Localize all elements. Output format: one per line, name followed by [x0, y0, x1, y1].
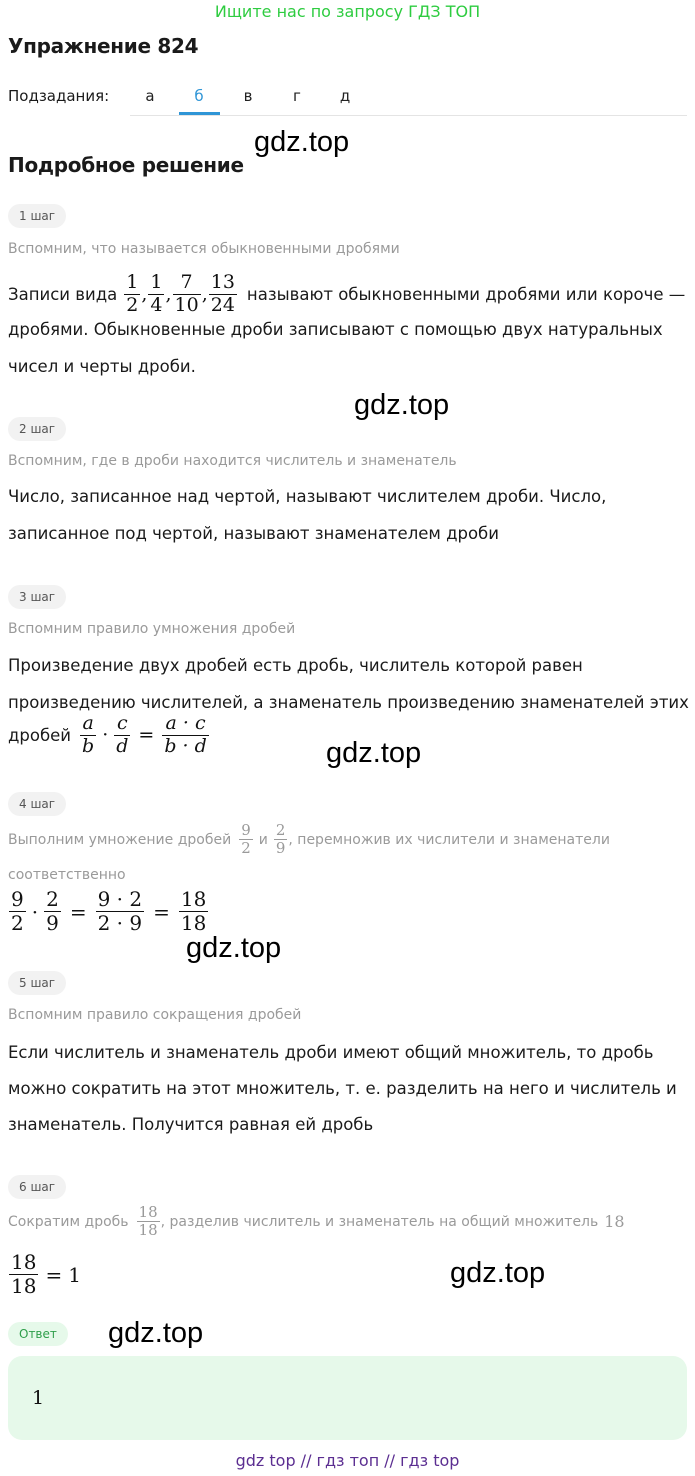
watermark: gdz.top	[254, 126, 350, 158]
step-text: дробями. Обыкновенные дроби записывают с помощью двух натуральных	[8, 320, 663, 339]
step-text: Если числитель и знаменатель дроби имеют общий множитель, то дробь	[8, 1043, 654, 1062]
step-text: Записи вида	[8, 284, 118, 304]
multiplication-calc: $\frac{9}{2}$ · $\frac{2}{9}$ = $\frac{9 \cdot 2}{2 \cdot 9}$ = $\frac{18}{18}$	[11, 887, 207, 935]
fraction: $\frac{a \cdot c}{b \cdot d}$	[164, 712, 207, 757]
answer-badge: Ответ	[8, 1322, 68, 1346]
fraction: $\frac{2}{9}$	[46, 887, 59, 935]
fraction: $\frac{9}{2}$	[241, 821, 251, 858]
step-hint: Выполним умножение дробей $\frac{9}{2}$ и $\frac{2}{9}$ , перемножив их числители и знаменатели	[8, 821, 610, 858]
step-text: чисел и черты дроби.	[8, 357, 196, 376]
step-badge: 3 шаг	[8, 585, 66, 609]
watermark: gdz.top	[354, 389, 450, 421]
step-hint: Вспомним правило сокращения дробей	[8, 1007, 302, 1023]
multiplication-formula: $\frac{a}{b}$ · $\frac{c}{d}$ = $\frac{a \cdot c}{b \cdot d}$	[82, 712, 207, 757]
step-hint: Сократим дробь $\frac{18}{18}$ , разделив числитель и знаменатель на общий множитель 18	[8, 1203, 625, 1240]
step-badge: 5 шаг	[8, 971, 66, 995]
step-hint: соответственно	[8, 867, 126, 883]
step-badge: 2 шаг	[8, 417, 66, 441]
fraction: $\frac{1}{4}$	[150, 271, 163, 316]
tab-v[interactable]: в	[243, 87, 253, 105]
fraction: $\frac{2}{9}$	[275, 821, 286, 858]
step-text: дробей	[8, 725, 72, 745]
step-text: произведению числителей, а знаменатель произведению знаменателей этих	[8, 693, 689, 712]
tab-b[interactable]: б	[194, 87, 204, 105]
fractions-list: $\frac{1}{2}$ , $\frac{1}{4}$ , $\frac{7}{10}$ , $\frac{13}{24}$	[126, 271, 235, 316]
step-badge: 4 шаг	[8, 792, 66, 816]
step-hint: Вспомним правило умножения дробей	[8, 621, 296, 637]
step-text: называют обыкновенными дробями или короче —	[246, 284, 686, 304]
footer-links[interactable]: gdz top // гдз топ // гдз top	[235, 1451, 460, 1470]
subtasks-label: Подзадания:	[8, 87, 110, 105]
fraction: $\frac{9 \cdot 2}{2 \cdot 9}$	[97, 887, 143, 935]
search-banner[interactable]: Ищите нас по запросу ГДЗ ТОП	[214, 2, 481, 21]
watermark: gdz.top	[108, 1317, 204, 1349]
step-text: знаменатель. Получится равная ей дробь	[8, 1115, 374, 1134]
step-text: Произведение двух дробей есть дробь, числитель которой равен	[8, 656, 583, 675]
fraction: $\frac{1}{2}$	[126, 271, 139, 316]
step-text-line	[8, 713, 210, 758]
watermark: gdz.top	[326, 737, 422, 769]
tab-a[interactable]: а	[145, 87, 155, 105]
answer-box	[8, 1356, 687, 1440]
fraction: $\frac{18}{18}$	[11, 1250, 37, 1298]
step-hint: Вспомним, где в дроби находится числитель и знаменатель	[8, 453, 457, 469]
step-text-line	[8, 272, 685, 317]
active-tab-indicator	[179, 112, 220, 115]
solution-heading: Подробное решение	[8, 153, 244, 177]
step-badge: 1 шаг	[8, 204, 66, 228]
page-title: Упражнение 824	[8, 34, 199, 58]
tab-g[interactable]: г	[293, 87, 301, 105]
tab-d[interactable]: д	[339, 87, 351, 105]
tabs-divider	[130, 115, 687, 116]
fraction: $\frac{13}{24}$	[210, 271, 235, 316]
fraction: $\frac{c}{d}$	[116, 712, 129, 757]
watermark: gdz.top	[450, 1257, 546, 1289]
fraction: $\frac{18}{18}$	[138, 1203, 158, 1240]
fraction: $\frac{18}{18}$	[180, 887, 207, 935]
step-text: записанное под чертой, называют знаменателем дроби	[8, 524, 499, 543]
reduction-calc: $\frac{18}{18}$ = 1	[11, 1250, 81, 1298]
step-badge: 6 шаг	[8, 1175, 66, 1199]
fraction: $\frac{7}{10}$	[174, 271, 199, 316]
watermark: gdz.top	[186, 932, 282, 964]
fraction: $\frac{9}{2}$	[11, 887, 24, 935]
step-hint: Вспомним, что называется обыкновенными дробями	[8, 241, 400, 257]
step-text: Число, записанное над чертой, называют числителем дроби. Число,	[8, 487, 607, 506]
answer-value: 1	[32, 1387, 45, 1409]
step-text: можно сократить на этот множитель, т. е. разделить на него и числитель и	[8, 1079, 677, 1098]
fraction: $\frac{a}{b}$	[82, 712, 95, 757]
